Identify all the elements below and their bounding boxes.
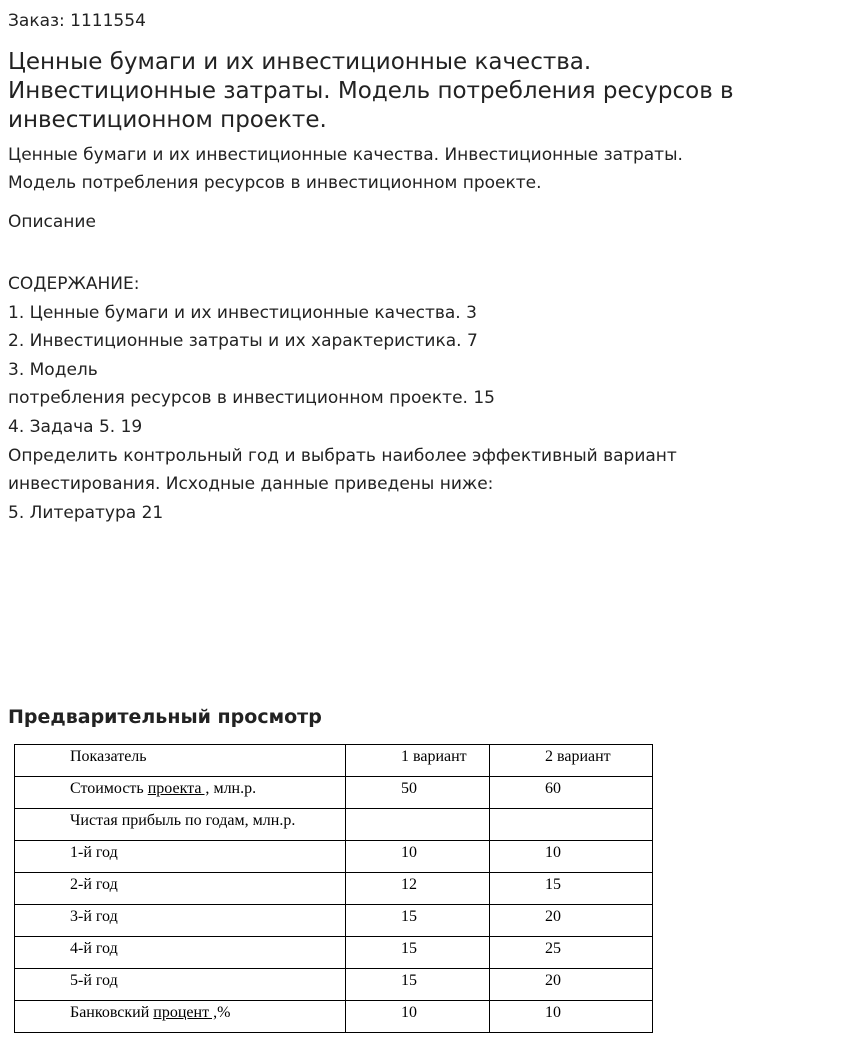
table-row: [15, 809, 653, 841]
title-line: инвестиционном проекте.: [8, 107, 327, 133]
table-cell: 2-й год: [15, 873, 346, 905]
contents-line: Определить контрольный год и выбрать наиболее эффективный вариант: [8, 445, 677, 466]
table-cell: 10: [490, 1001, 653, 1033]
table-cell: 15: [346, 937, 490, 969]
table-cell: 20: [490, 969, 653, 1001]
underlined-text: проекта ,: [147, 780, 210, 797]
contents-line: 4. Задача 5. 19: [8, 416, 143, 437]
table-cell: 60: [490, 777, 653, 809]
table-header-row: [15, 745, 653, 777]
table-cell: 15: [346, 969, 490, 1001]
table-row: [15, 1001, 653, 1033]
table-row: [15, 905, 653, 937]
table-row: [15, 841, 653, 873]
subtitle: [8, 141, 838, 197]
document-page: [8, 0, 838, 1021]
table-header-cell: 1 вариант: [346, 745, 490, 777]
subtitle-line: Ценные бумаги и их инвестиционные качества. Инвестиционные затраты.: [8, 145, 683, 165]
table-cell: 3-й год: [15, 905, 346, 937]
table-cell: [346, 809, 490, 841]
table-cell: Чистая прибыль по годам, млн.р.: [15, 809, 346, 841]
table-cell: 4-й год: [15, 937, 346, 969]
table-header-cell: Показатель: [15, 745, 346, 777]
table-cell: 20: [490, 905, 653, 937]
order-number: Заказ: 1111554: [8, 11, 146, 31]
table-row: [15, 873, 653, 905]
contents-line: потребления ресурсов в инвестиционном проекте. 15: [8, 388, 495, 409]
contents-line: СОДЕРЖАНИЕ:: [8, 274, 140, 294]
table-cell: 15: [346, 905, 490, 937]
table-cell: 1-й год: [15, 841, 346, 873]
table-cell: [15, 1001, 346, 1033]
table-cell: 10: [490, 841, 653, 873]
page-title: [8, 48, 838, 135]
title-line: Ценные бумаги и их инвестиционные качества.: [8, 49, 592, 75]
cell-text: %: [217, 1004, 231, 1021]
title-line: Инвестиционные затраты. Модель потребления ресурсов в: [8, 78, 734, 104]
contents-line: 3. Модель: [8, 359, 98, 380]
table-header-cell: 2 вариант: [490, 745, 653, 777]
subtitle-line: Модель потребления ресурсов в инвестиционном проекте.: [8, 173, 542, 193]
table-cell: 12: [346, 873, 490, 905]
table-row: [15, 937, 653, 969]
description-heading: Описание: [8, 212, 96, 232]
table-cell: 10: [346, 841, 490, 873]
table-cell: [15, 777, 346, 809]
contents-line: 5. Литература 21: [8, 502, 164, 523]
table-cell: 25: [490, 937, 653, 969]
cell-text: Стоимость: [70, 780, 148, 797]
table-row: [15, 969, 653, 1001]
contents-line: 2. Инвестиционные затраты и их характеристика. 7: [8, 331, 478, 352]
table-row: [15, 777, 653, 809]
contents-line: инвестирования. Исходные данные приведены ниже:: [8, 474, 494, 495]
table-cell: 15: [490, 873, 653, 905]
table-cell: 50: [346, 777, 490, 809]
table-cell: [490, 809, 653, 841]
underlined-text: процент ,: [153, 1004, 218, 1021]
table-of-contents: [8, 270, 838, 527]
cell-text: млн.р.: [209, 780, 257, 797]
table-cell: 5-й год: [15, 969, 346, 1001]
cell-text: Банковский: [70, 1004, 154, 1021]
table-cell: 10: [346, 1001, 490, 1033]
preview-heading: Предварительный просмотр: [8, 706, 322, 728]
contents-line: 1. Ценные бумаги и их инвестиционные качества. 3: [8, 302, 477, 323]
preview-table: [14, 744, 653, 1033]
